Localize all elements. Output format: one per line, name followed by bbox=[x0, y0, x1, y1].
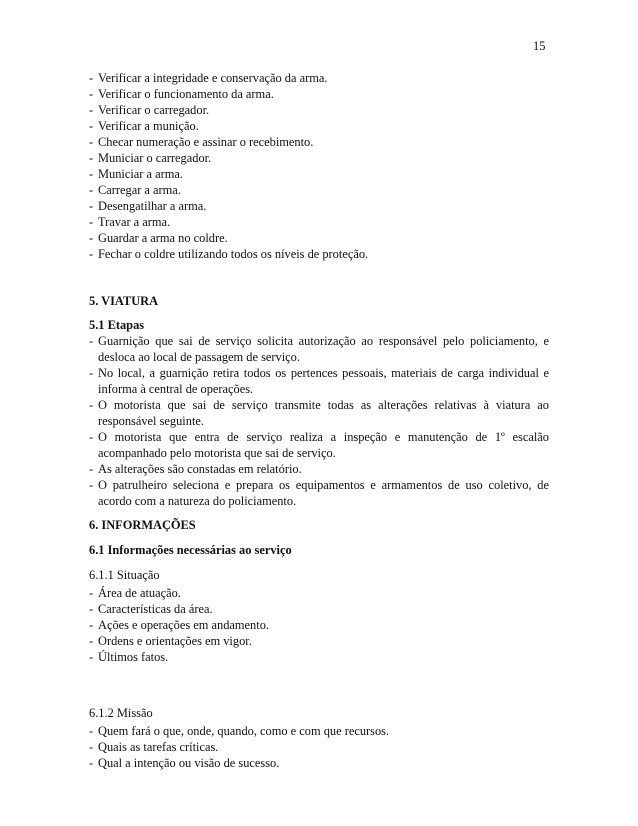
situation-list bbox=[89, 585, 549, 665]
bullet: - bbox=[89, 586, 94, 600]
list-item bbox=[89, 739, 549, 755]
list-item-text: Quem fará o que, onde, quando, como e com que recursos. bbox=[98, 724, 390, 738]
list-item-text: Fechar o coldre utilizando todos os níveis de proteção. bbox=[98, 247, 369, 261]
list-item-text: Verificar a munição. bbox=[98, 119, 199, 133]
section-6-1-title: 6.1 Informações necessárias ao serviço bbox=[89, 543, 292, 557]
list-item bbox=[89, 214, 549, 230]
section-5-1-title: 5.1 Etapas bbox=[89, 318, 145, 332]
list-item bbox=[89, 118, 549, 134]
list-item bbox=[89, 477, 549, 509]
list-item bbox=[89, 461, 549, 477]
list-item bbox=[89, 397, 549, 429]
bullet: - bbox=[89, 366, 94, 380]
list-item-text: Últimos fatos. bbox=[98, 650, 169, 664]
bullet: - bbox=[89, 334, 94, 348]
list-item bbox=[89, 166, 549, 182]
list-item bbox=[89, 150, 549, 166]
list-item bbox=[89, 246, 549, 262]
list-item-text: Municiar o carregador. bbox=[98, 151, 212, 165]
list-item bbox=[89, 365, 549, 397]
list-item bbox=[89, 86, 549, 102]
list-item-text: Quais as tarefas críticas. bbox=[98, 740, 219, 754]
list-item bbox=[89, 755, 549, 771]
bullet: - bbox=[89, 183, 94, 197]
bullet: - bbox=[89, 71, 94, 85]
list-item-text: O patrulheiro seleciona e prepara os equipamentos e armamentos de uso coletivo, de acordo com a natureza do policiamento. bbox=[98, 478, 549, 508]
list-item-text: Guarnição que sai de serviço solicita autorização ao responsável pelo policiamento, e desloca ao local de passagem de serviço. bbox=[98, 334, 549, 364]
list-item bbox=[89, 585, 549, 601]
bullet: - bbox=[89, 199, 94, 213]
weapon-steps-list bbox=[89, 70, 549, 262]
bullet: - bbox=[89, 478, 94, 492]
bullet: - bbox=[89, 602, 94, 616]
page-number: 15 bbox=[533, 39, 546, 53]
list-item-text: Guardar a arma no coldre. bbox=[98, 231, 228, 245]
page-content bbox=[89, 70, 549, 771]
list-item bbox=[89, 633, 549, 649]
section-5-list bbox=[89, 333, 549, 509]
list-item-text: Área de atuação. bbox=[98, 586, 181, 600]
list-item bbox=[89, 617, 549, 633]
bullet: - bbox=[89, 462, 94, 476]
list-item bbox=[89, 198, 549, 214]
section-6-1-1-title: 6.1.1 Situação bbox=[89, 568, 160, 582]
mission-list bbox=[89, 723, 549, 771]
section-5-title: 5. VIATURA bbox=[89, 294, 159, 308]
list-item bbox=[89, 333, 549, 365]
section-6-title: 6. INFORMAÇÕES bbox=[89, 518, 196, 532]
bullet: - bbox=[89, 724, 94, 738]
list-item-text: Verificar o carregador. bbox=[98, 103, 210, 117]
bullet: - bbox=[89, 247, 94, 261]
bullet: - bbox=[89, 430, 94, 444]
list-item bbox=[89, 649, 549, 665]
list-item bbox=[89, 429, 549, 461]
bullet: - bbox=[89, 135, 94, 149]
list-item-text: Ordens e orientações em vigor. bbox=[98, 634, 252, 648]
list-item-text: Desengatilhar a arma. bbox=[98, 199, 207, 213]
bullet: - bbox=[89, 231, 94, 245]
list-item-text: Verificar o funcionamento da arma. bbox=[98, 87, 274, 101]
list-item bbox=[89, 601, 549, 617]
section-6-1-2-title: 6.1.2 Missão bbox=[89, 706, 153, 720]
bullet: - bbox=[89, 618, 94, 632]
list-item-text: As alterações são constadas em relatório. bbox=[98, 462, 302, 476]
bullet: - bbox=[89, 756, 94, 770]
bullet: - bbox=[89, 740, 94, 754]
bullet: - bbox=[89, 215, 94, 229]
list-item-text: Checar numeração e assinar o recebimento. bbox=[98, 135, 314, 149]
list-item-text: No local, a guarnição retira todos os pertences pessoais, materiais de carga individual e informa à central de operações. bbox=[98, 366, 549, 396]
bullet: - bbox=[89, 151, 94, 165]
list-item-text: Verificar a integridade e conservação da arma. bbox=[98, 71, 328, 85]
bullet: - bbox=[89, 167, 94, 181]
list-item-text: Municiar a arma. bbox=[98, 167, 183, 181]
bullet: - bbox=[89, 634, 94, 648]
list-item bbox=[89, 182, 549, 198]
list-item-text: Travar a arma. bbox=[98, 215, 171, 229]
list-item bbox=[89, 102, 549, 118]
list-item-text: O motorista que entra de serviço realiza a inspeção e manutenção de 1º escalão acompanhado pelo motorista que sai de serviço. bbox=[98, 430, 549, 460]
list-item-text: Características da área. bbox=[98, 602, 213, 616]
list-item-text: O motorista que sai de serviço transmite todas as alterações relativas à viatura ao responsável seguinte. bbox=[98, 398, 549, 428]
bullet: - bbox=[89, 119, 94, 133]
list-item bbox=[89, 70, 549, 86]
list-item-text: Carregar a arma. bbox=[98, 183, 181, 197]
list-item bbox=[89, 230, 549, 246]
list-item bbox=[89, 134, 549, 150]
bullet: - bbox=[89, 103, 94, 117]
bullet: - bbox=[89, 398, 94, 412]
bullet: - bbox=[89, 650, 94, 664]
list-item-text: Ações e operações em andamento. bbox=[98, 618, 269, 632]
list-item bbox=[89, 723, 549, 739]
list-item-text: Qual a intenção ou visão de sucesso. bbox=[98, 756, 280, 770]
bullet: - bbox=[89, 87, 94, 101]
